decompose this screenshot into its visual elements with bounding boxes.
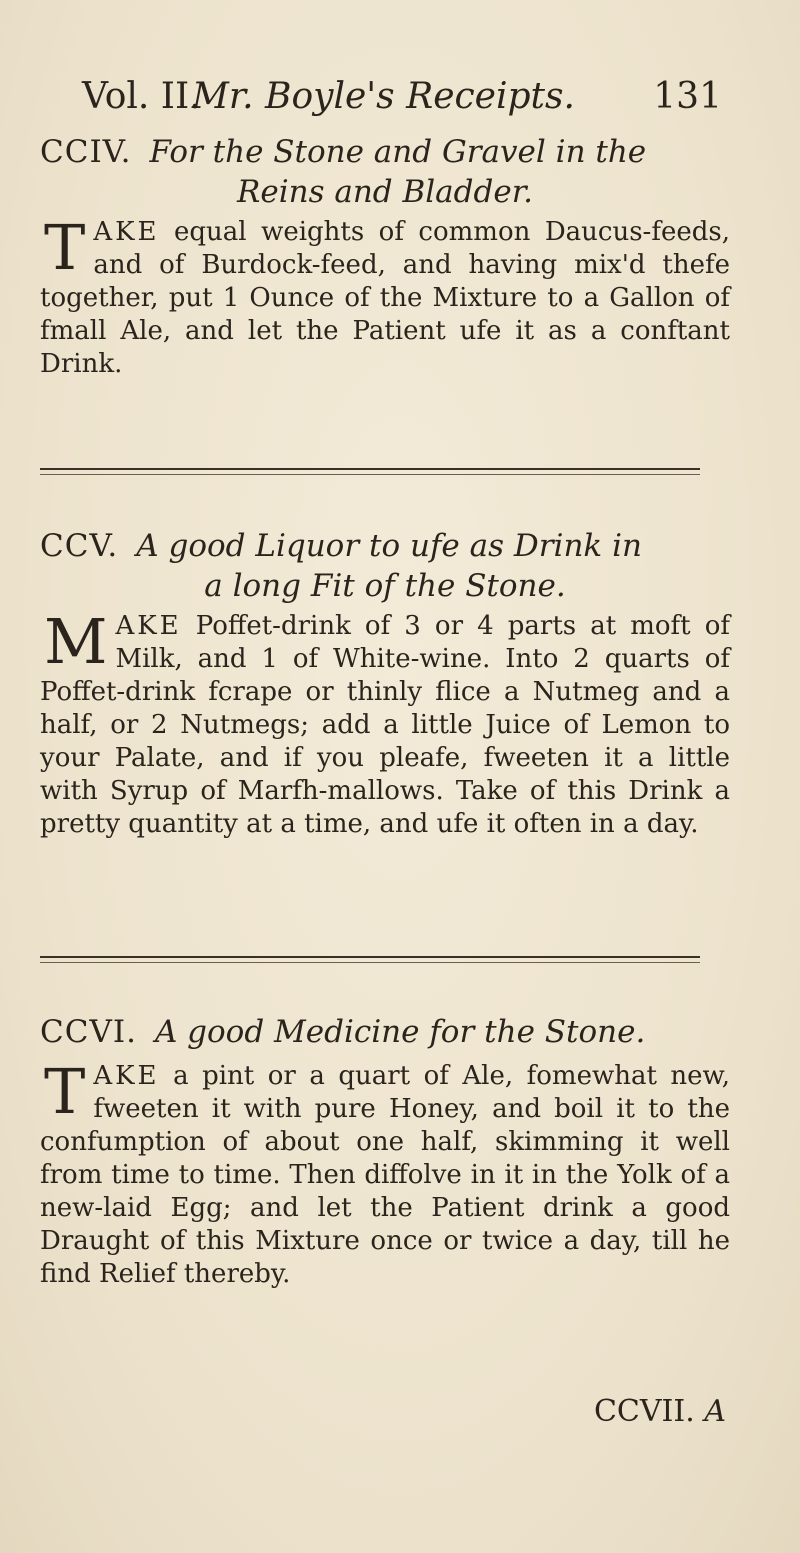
recipe-text: Poffet-drink of 3 or 4 parts at moft of Milk, and 1 of White-wine. Into 2 quarts of Poffet-drink fcrape or thinly flice a Nutmeg and a half, or 2 Nutmegs; add a little Juice of Lemon to your Palate, and if you pleafe, fweeten it a little with Syrup of Marfh-mallows. Take of this Drink a pretty quantity at a time, and ufe it often in a day. — [40, 611, 730, 839]
recipe-number: CCV. — [40, 528, 119, 564]
recipe-body — [40, 1055, 730, 1291]
running-header — [82, 72, 722, 122]
running-title: Mr. Boyle's Receipts. — [192, 76, 575, 117]
section-divider — [40, 956, 700, 963]
section-divider — [40, 468, 700, 475]
catchword-number: CCVII. — [593, 1394, 695, 1429]
recipe-body — [40, 211, 730, 381]
recipe-body — [40, 605, 730, 841]
recipe-title-line1: For the Stone and Gravel in the — [149, 134, 647, 170]
drop-cap: T — [44, 1055, 86, 1128]
recipe-text: equal weights of common Daucus-feeds, and of Burdock-feed, and having mix'd thefe together, put 1 Ounce of the Mixture to a Gallon of fmall Ale, and let the Patient ufe it as a conftant Drink. — [40, 217, 730, 379]
recipe-title-line1: A good Liquor to ufe as Drink in — [136, 528, 642, 564]
first-word: AKE — [93, 217, 160, 247]
recipe-title — [40, 132, 730, 212]
recipe-title-line2: Reins and Bladder. — [237, 174, 533, 210]
recipe-ccVI — [40, 1012, 730, 1291]
catchword-word: A — [704, 1394, 726, 1429]
recipe-text: a pint or a quart of Ale, fomewhat new, fweeten it with pure Honey, and boil it to the confumption of about one half, skimming it well from time to time. Then diffolve in it in the Yolk of a new-laid Egg; and let the Patient drink a good Draught of this Mixture once or twice a day, till he find Relief thereby. — [40, 1061, 730, 1289]
recipe-title — [40, 526, 730, 606]
recipe-title-line1: A good Medicine for the Stone. — [154, 1014, 646, 1050]
page-number: 131 — [653, 76, 722, 117]
first-word: AKE — [93, 1061, 160, 1091]
recipe-title-line2: a long Fit of the Stone. — [204, 568, 566, 604]
recipe-ccIV — [40, 132, 730, 381]
recipe-ccV — [40, 526, 730, 841]
first-word: AKE — [115, 611, 182, 641]
recipe-number: CCVI. — [40, 1014, 137, 1050]
recipe-number: CCIV. — [40, 134, 132, 170]
volume-label: Vol. II. — [82, 76, 201, 117]
recipe-title — [40, 1012, 730, 1052]
drop-cap: M — [44, 605, 108, 678]
drop-cap: T — [44, 211, 86, 284]
catchword — [594, 1392, 726, 1432]
